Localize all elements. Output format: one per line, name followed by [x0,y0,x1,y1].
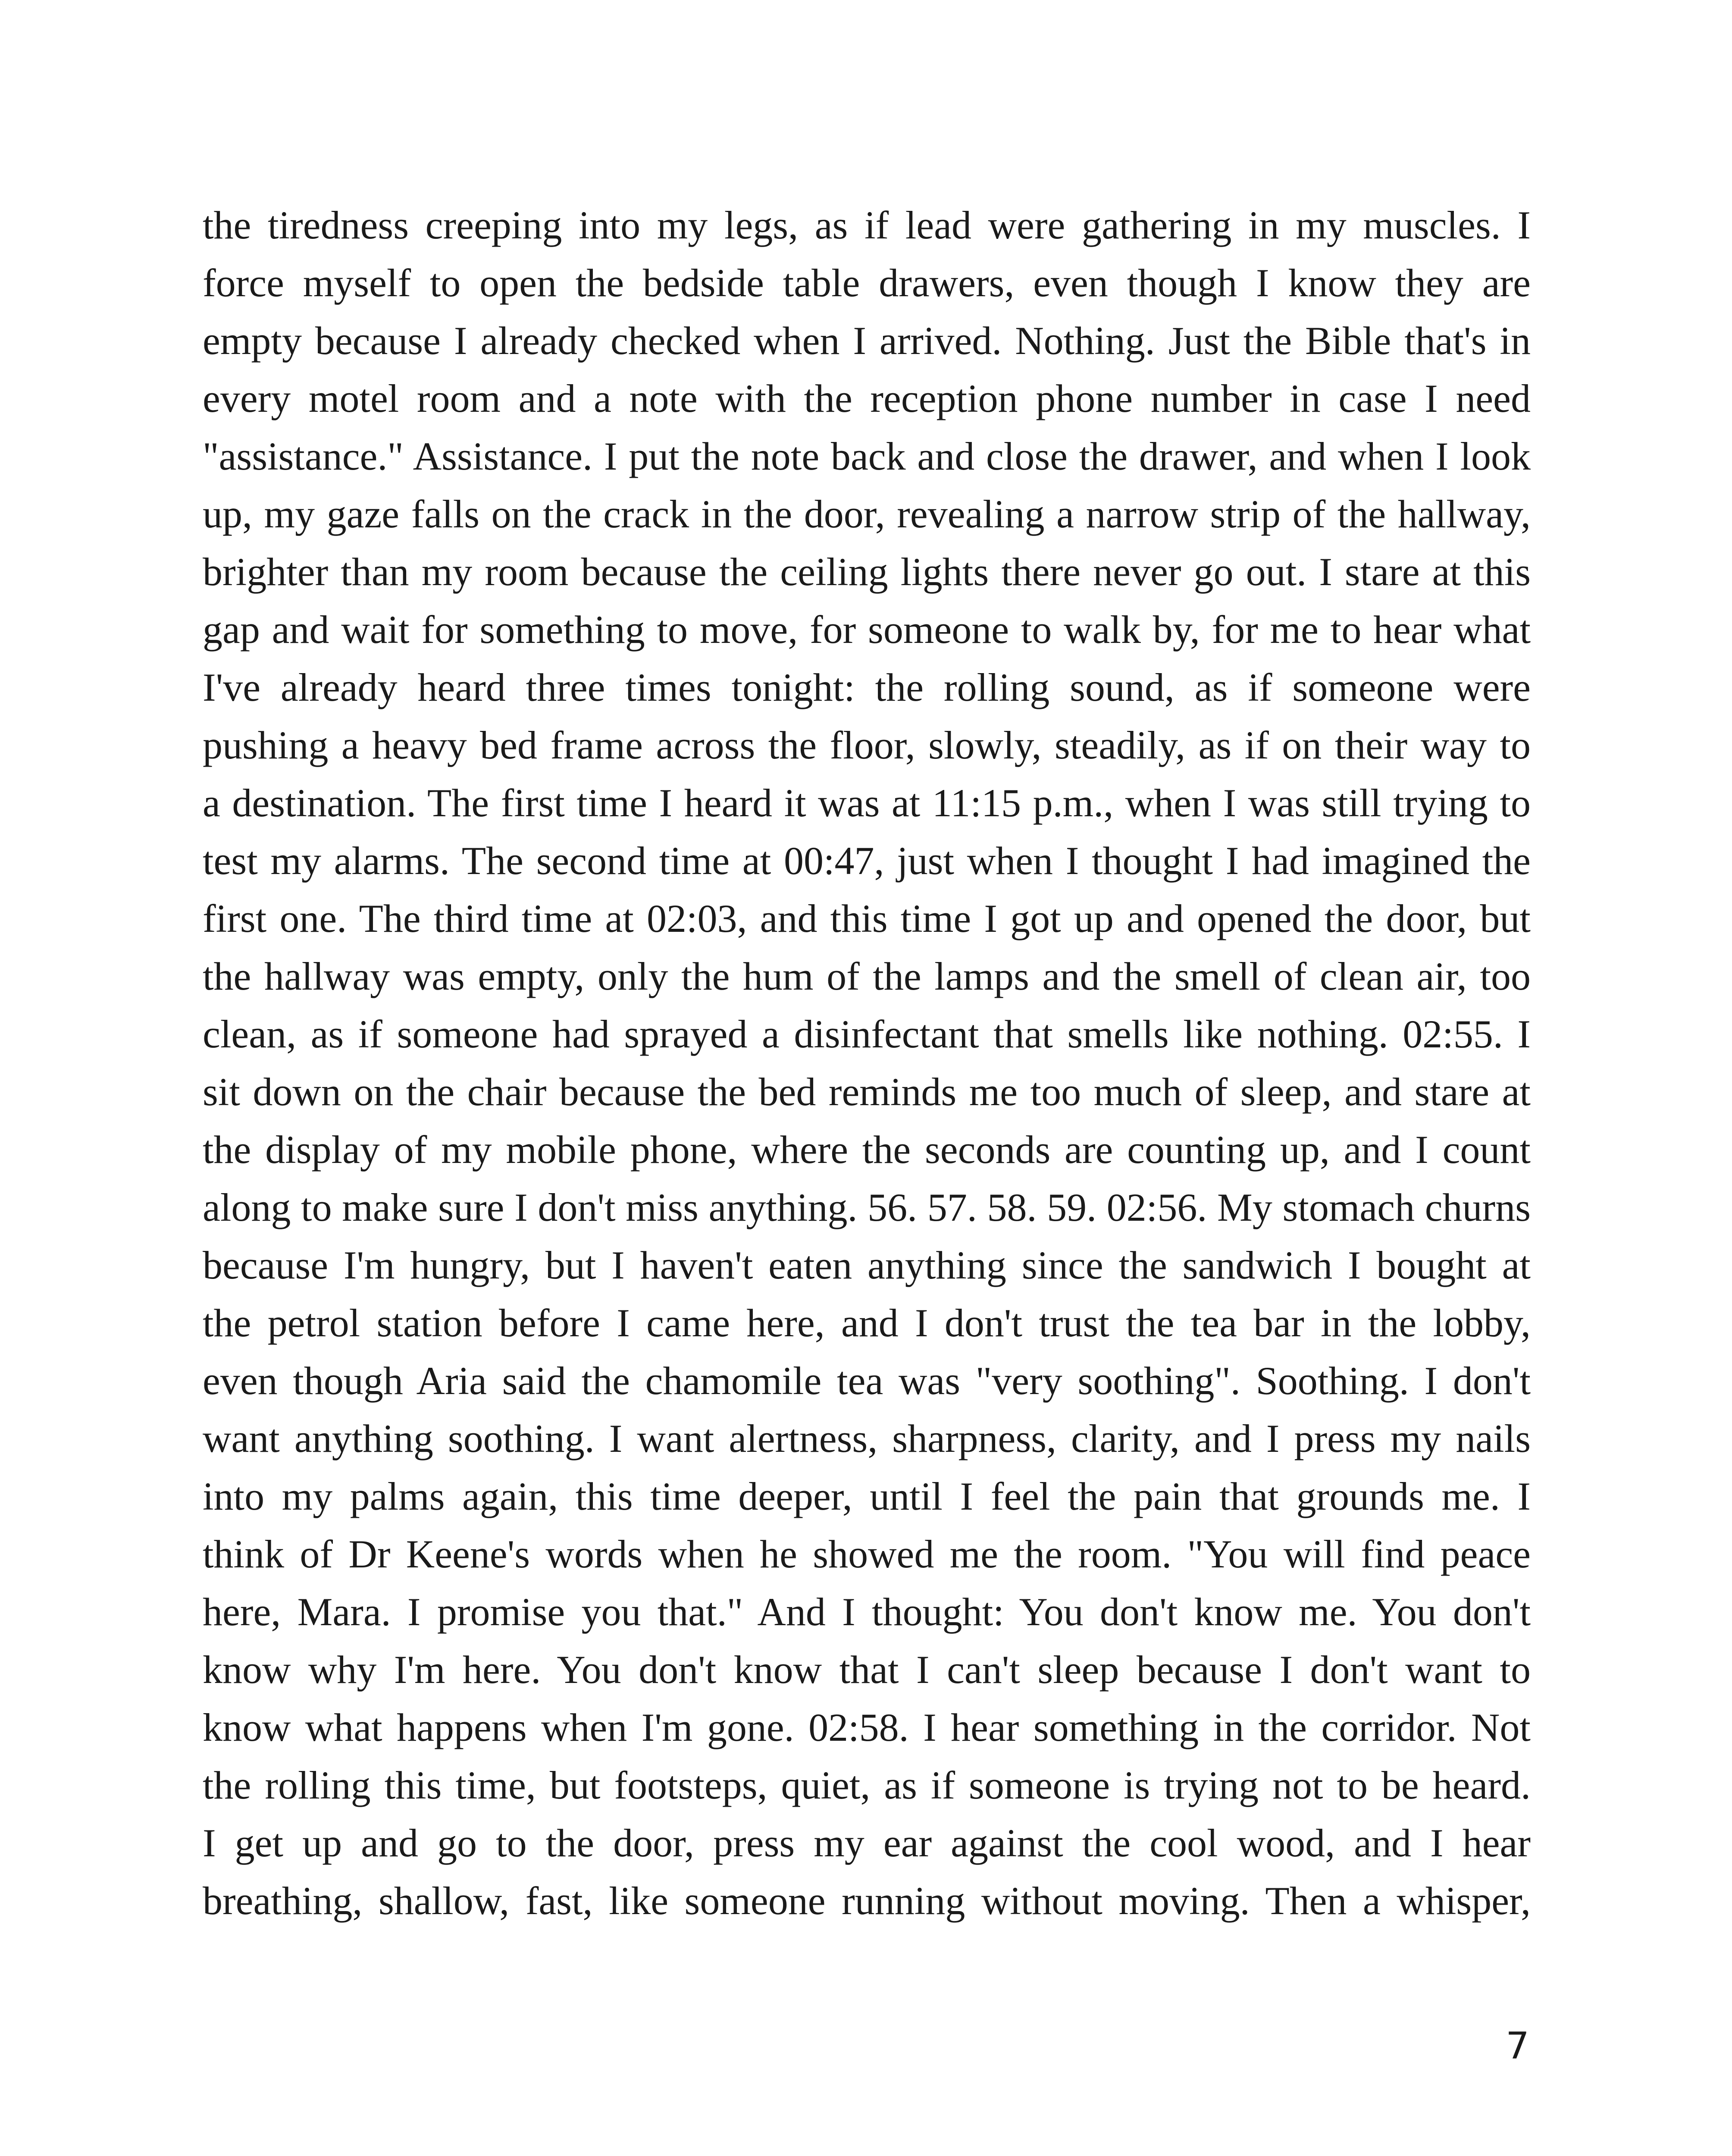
text-line: want anything soothing. I want alertness, sharpness, clarity, and I press my nails [203,1416,1531,1460]
text-line: know why I'm here. You don't know that I can't sleep because I don't want to [203,1648,1531,1692]
text-line: test my alarms. The second time at 00:47, just when I thought I had imagined the [203,839,1531,883]
text-line: up, my gaze falls on the crack in the door, revealing a narrow strip of the hallway, [203,492,1531,536]
text-line: clean, as if someone had sprayed a disinfectant that smells like nothing. 02:55. I [203,1012,1531,1056]
text-line: every motel room and a note with the reception phone number in case I need [203,376,1531,420]
text-line: force myself to open the bedside table drawers, even though I know they are [203,261,1531,305]
text-line: the rolling this time, but footsteps, quiet, as if someone is trying not to be heard. [203,1763,1531,1807]
text-line: sit down on the chair because the bed reminds me too much of sleep, and stare at [203,1070,1531,1114]
text-line: the display of my mobile phone, where the seconds are counting up, and I count [203,1128,1531,1172]
text-line: first one. The third time at 02:03, and this time I got up and opened the door, but [203,896,1531,940]
text-line: the hallway was empty, only the hum of the lamps and the smell of clean air, too [203,954,1531,998]
text-line: the petrol station before I came here, and I don't trust the tea bar in the lobby, [203,1301,1531,1345]
text-line: along to make sure I don't miss anything. 56. 57. 58. 59. 02:56. My stomach churns [203,1185,1531,1229]
text-line: a destination. The first time I heard it was at 11:15 p.m., when I was still trying to [203,781,1531,825]
text-line: pushing a heavy bed frame across the floor, slowly, steadily, as if on their way to [203,723,1531,767]
text-line: because I'm hungry, but I haven't eaten anything since the sandwich I bought at [203,1243,1531,1287]
text-line: breathing, shallow, fast, like someone running without moving. Then a whisper, [203,1879,1531,1923]
page-number: 7 [1506,2024,1529,2068]
text-line: the tiredness creeping into my legs, as if lead were gathering in my muscles. I [203,203,1531,247]
text-line: here, Mara. I promise you that." And I thought: You don't know me. You don't [203,1590,1531,1634]
text-line: gap and wait for something to move, for someone to walk by, for me to hear what [203,608,1531,652]
text-line: I get up and go to the door, press my ear against the cool wood, and I hear [203,1821,1531,1865]
text-line: "assistance." Assistance. I put the note back and close the drawer, and when I look [203,434,1531,478]
text-line: know what happens when I'm gone. 02:58. I hear something in the corridor. Not [203,1705,1531,1749]
body-text [203,196,1531,1930]
text-line: think of Dr Keene's words when he showed me the room. "You will find peace [203,1532,1531,1576]
text-line: brighter than my room because the ceiling lights there never go out. I stare at this [203,550,1531,594]
text-line: empty because I already checked when I arrived. Nothing. Just the Bible that's in [203,319,1531,363]
text-line: into my palms again, this time deeper, until I feel the pain that grounds me. I [203,1474,1531,1518]
text-line: even though Aria said the chamomile tea was "very soothing". Soothing. I don't [203,1359,1531,1403]
text-line: I've already heard three times tonight: the rolling sound, as if someone were [203,665,1531,709]
